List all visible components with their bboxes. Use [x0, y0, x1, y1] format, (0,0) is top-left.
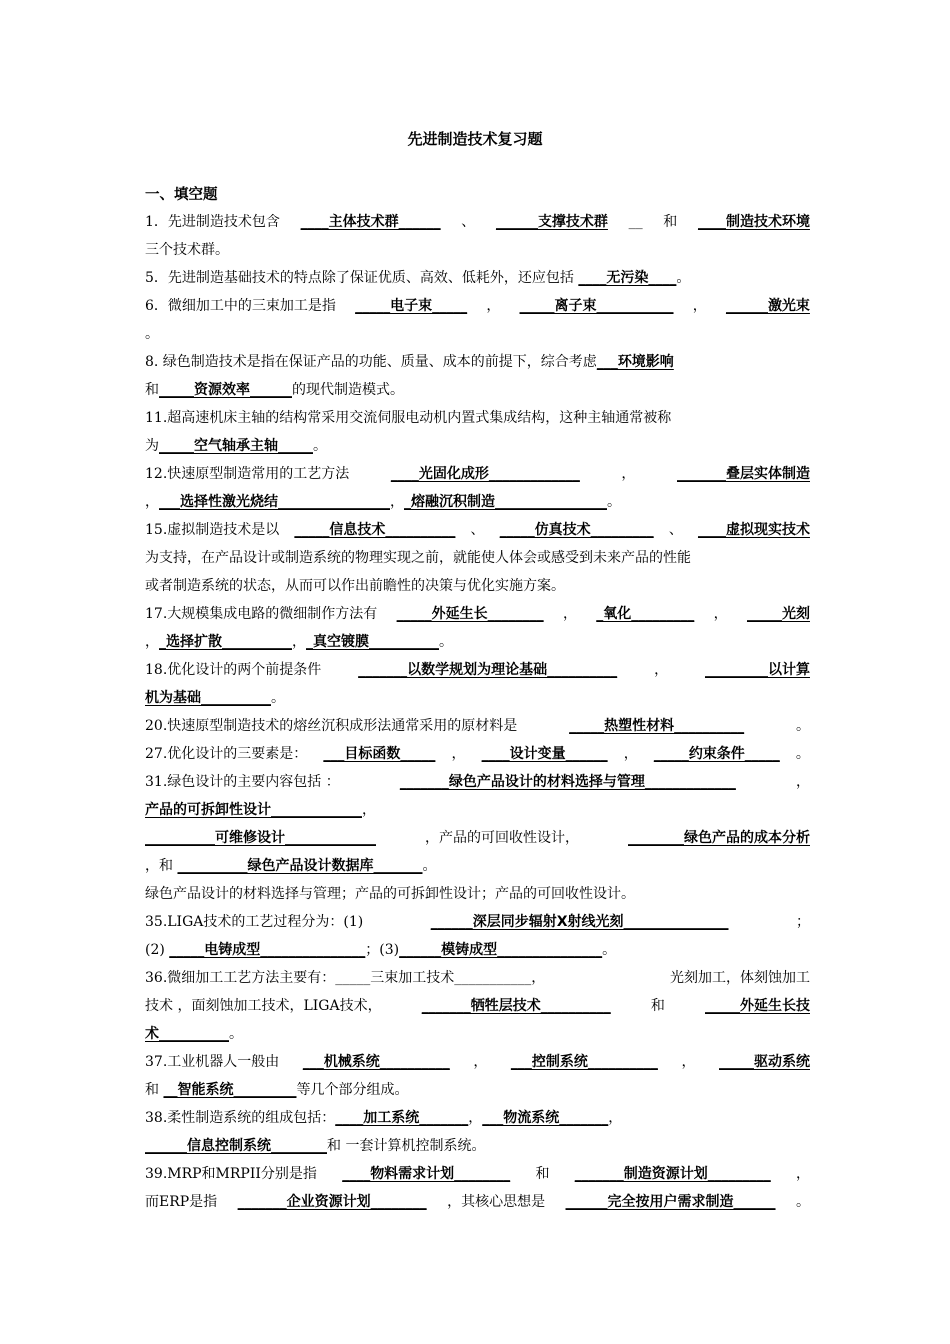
question-text: 为支持，在产品设计或制造系统的物理实现之前，就能使人体会或感受到未来产品的性能 — [145, 550, 691, 566]
answer-blank: _____电子束_____ — [355, 298, 468, 314]
answer-blank: 产品的可拆卸性设计_____________ — [145, 802, 362, 818]
answer-blank: 机为基础__________ — [145, 690, 271, 706]
question-text: 或者制造系统的状态，从而可以作出前瞻性的决策与优化实施方案。 — [145, 578, 565, 594]
text-line — [145, 684, 810, 712]
question-text: 31.绿色设计的主要内容包括 ： — [145, 774, 340, 790]
text-line — [145, 208, 810, 236]
answer-blank: _______企业资源计划________ — [237, 1194, 427, 1210]
question-text: ， — [795, 1166, 810, 1182]
text-line — [145, 292, 810, 320]
text-line — [145, 712, 810, 740]
answer-blank: _____仿真技术_________ — [499, 522, 654, 538]
question-text: __ — [628, 214, 643, 230]
text-line — [145, 908, 810, 936]
question-text: 20.快速原型制造技术的熔丝沉积成形法通常采用的原材料是 — [145, 718, 518, 734]
answer-blank: _____资源效率______ — [159, 382, 292, 398]
answer-blank: ____光固化成形_____________ — [390, 466, 580, 482]
answer-blank: ________绿色产品的成本分析 — [628, 830, 810, 846]
text-line — [145, 320, 810, 348]
question-text: ， — [796, 774, 810, 790]
question-text: 5．先进制造基础技术的特点除了保证优质、高效、低耗外，还应包括 — [145, 270, 579, 286]
question-text: ， — [145, 494, 159, 510]
answer-blank: ____主体技术群______ — [300, 214, 441, 230]
page-title: 先进制造技术复习题 — [407, 130, 543, 148]
question-text: 光刻加工，体刻蚀加工 — [665, 970, 810, 986]
question-text: 和 — [145, 1082, 164, 1098]
answer-blank: ____物料需求计划________ — [342, 1166, 511, 1182]
answer-blank: ______信息控制系统________ — [145, 1138, 327, 1154]
question-text: ， — [390, 494, 404, 510]
section-heading: 一、填空题 — [145, 187, 218, 203]
answer-blank: _____信息技术__________ — [294, 522, 456, 538]
answer-blank: ____制造技术环境 — [697, 214, 810, 230]
text-line — [145, 964, 810, 992]
answer-blank: _______绿色产品设计的材料选择与管理_____________ — [399, 774, 736, 790]
question-text: 。 — [439, 634, 453, 650]
question-text: ， — [451, 746, 466, 762]
question-text: 。 — [676, 270, 691, 286]
question-text: ， — [486, 298, 501, 314]
text-line — [145, 348, 810, 376]
question-text: ， — [713, 606, 728, 622]
answer-blank: _熔融沉积制造________________ — [404, 494, 607, 510]
text-line — [145, 740, 810, 768]
text-line — [145, 992, 810, 1020]
text-line — [145, 1188, 810, 1216]
text-line — [145, 488, 810, 516]
text-line — [145, 628, 810, 656]
question-text: 、 — [470, 522, 485, 538]
text-line — [145, 824, 810, 852]
text-line — [145, 236, 810, 264]
answer-blank: ___选择性激光烧结________________ — [159, 494, 390, 510]
question-text: ， — [621, 466, 636, 482]
text-line — [145, 1160, 810, 1188]
text-line — [145, 656, 810, 684]
question-text: 27.优化设计的三要素是： — [145, 746, 308, 762]
question-text: ， — [473, 1054, 488, 1070]
answer-blank: ____设计变量______ — [481, 746, 608, 762]
answer-blank: _____外延生长技 — [705, 998, 810, 1014]
answer-blank: _____离子束___________ — [519, 298, 674, 314]
answer-blank: _____驱动系统 — [719, 1054, 810, 1070]
answer-blank: __智能系统_________ — [163, 1082, 297, 1098]
question-text: 。 — [271, 690, 285, 706]
question-text: 和 — [535, 1166, 550, 1182]
question-text: 。 — [145, 326, 159, 342]
answer-blank: 术__________ — [145, 1026, 229, 1042]
answer-blank: _____约束条件_____ — [653, 746, 780, 762]
question-text: ；(3) — [365, 942, 400, 958]
answer-blank: _________以计算 — [704, 662, 810, 678]
text-line — [145, 516, 810, 544]
answer-blank: ____加工系统_______ — [335, 1110, 469, 1126]
answer-blank: _______叠层实体制造 — [677, 466, 810, 482]
question-list — [145, 208, 810, 1216]
answer-blank: _____外延生长________ — [396, 606, 544, 622]
question-text: 。 — [602, 942, 617, 958]
question-text: 1．先进制造技术包含 — [145, 214, 280, 230]
answer-blank: ___环境影响 — [596, 354, 674, 370]
question-text: 技术 ，面刻蚀加工技术，LIGA技术， — [145, 998, 382, 1014]
question-text: 11.超高速机床主轴的结构常采用交流伺服电动机内置式集成结构，这种主轴通常被称 — [145, 410, 672, 426]
text-line — [145, 880, 810, 908]
answer-blank: ___机械系统__________ — [302, 1054, 450, 1070]
question-text: (2) — [145, 942, 170, 958]
text-line — [145, 1132, 810, 1160]
answer-blank: _选择扩散__________ — [159, 634, 292, 650]
question-text: 、 — [668, 522, 683, 538]
answer-blank: ______激光束 — [725, 298, 810, 314]
question-text: 8. 绿色制造技术是指在保证产品的功能、质量、成本的前提下，综合考虑 — [145, 354, 597, 370]
question-text: 。 — [795, 718, 810, 734]
question-text: 。 — [313, 438, 327, 454]
question-text: ， — [692, 298, 707, 314]
answer-blank: ____虚拟现实技术 — [697, 522, 810, 538]
text-line — [145, 264, 810, 292]
text-line — [145, 1076, 810, 1104]
question-text: 36.微细加工工艺方法主要有：_____三束加工技术___________， — [145, 970, 546, 986]
answer-blank: _______以数学规划为理论基础__________ — [358, 662, 618, 678]
question-text: 三个技术群。 — [145, 242, 229, 258]
question-text: ； — [795, 914, 810, 930]
question-text: 17.大规模集成电路的微细制作方法有 — [145, 606, 378, 622]
answer-blank: _____电铸成型_______________ — [169, 942, 366, 958]
text-line — [145, 460, 810, 488]
question-text: 、 — [461, 214, 476, 230]
question-text: 35.LIGA技术的工艺过程分为：(1) — [145, 914, 364, 930]
text-line — [145, 376, 810, 404]
text-line — [145, 600, 810, 628]
answer-blank: _____热塑性材料__________ — [569, 718, 745, 734]
answer-blank: _真空镀膜__________ — [306, 634, 439, 650]
question-text: ， — [292, 634, 306, 650]
question-text: 绿色产品设计的材料选择与管理；产品的可拆卸性设计；产品的可回收性设计。 — [145, 886, 635, 902]
question-text: 。 — [607, 494, 621, 510]
text-line — [145, 1048, 810, 1076]
question-text: 而ERP是指 — [145, 1194, 218, 1210]
text-line — [145, 1020, 810, 1048]
question-text: ， — [608, 1110, 623, 1126]
text-line — [145, 404, 810, 432]
text-line — [145, 544, 810, 572]
question-text: ， — [681, 1054, 696, 1070]
question-text: 。 — [229, 1026, 243, 1042]
answer-blank: _____光刻 — [746, 606, 810, 622]
text-line — [145, 852, 810, 880]
question-text: 和 一套计算机控制系统。 — [327, 1138, 486, 1154]
question-text: 和 — [650, 998, 665, 1014]
answer-blank: __________可维修设计_____________ — [145, 830, 376, 846]
question-text: 12.快速原型制造常用的工艺方法 — [145, 466, 350, 482]
question-text: ，产品的可回收性设计， — [425, 830, 579, 846]
answer-blank: ______模铸成型_______________ — [399, 942, 603, 958]
text-line — [145, 432, 810, 460]
question-text: 和 — [663, 214, 678, 230]
text-line — [145, 936, 810, 964]
answer-blank: ______完全按用户需求制造______ — [565, 1194, 776, 1210]
answer-blank: _氧化_________ — [596, 606, 695, 622]
answer-blank: ______深层同步辐射X射线光刻_______________ — [430, 914, 729, 930]
question-text: 18.优化设计的两个前提条件 — [145, 662, 322, 678]
question-text: ， — [362, 802, 376, 818]
question-text: 15.虚拟制造技术是以 — [145, 522, 280, 538]
answer-blank: ______支撑技术群 — [495, 214, 608, 230]
question-text: 39.MRP和MRPII分别是指 — [145, 1166, 317, 1182]
question-text: 和 — [145, 382, 159, 398]
question-text: 。 — [796, 1194, 810, 1210]
text-line — [145, 796, 810, 824]
question-text: ， — [145, 634, 159, 650]
answer-blank: ____无污染____ — [578, 270, 677, 286]
answer-blank: _______制造资源计划_________ — [574, 1166, 771, 1182]
answer-blank: __________绿色产品设计数据库_______ — [177, 858, 423, 874]
question-text: 37.工业机器人一般由 — [145, 1054, 280, 1070]
question-text: 等几个部分组成。 — [296, 1082, 409, 1098]
answer-blank: ___控制系统__________ — [510, 1054, 658, 1070]
answer-blank: _____空气轴承主轴_____ — [159, 438, 313, 454]
question-text: ， — [654, 662, 669, 678]
question-text: ， — [468, 1110, 483, 1126]
question-text: 。 — [422, 858, 437, 874]
answer-blank: ___物流系统_______ — [482, 1110, 609, 1126]
question-text: 6．微细加工中的三束加工是指 — [145, 298, 336, 314]
text-line — [145, 768, 810, 796]
text-line — [145, 1104, 810, 1132]
question-text: ，和 — [145, 858, 178, 874]
question-text: 为 — [145, 438, 159, 454]
text-line — [145, 572, 810, 600]
answer-blank: ___目标函数_____ — [323, 746, 436, 762]
question-text: 的现代制造模式。 — [292, 382, 404, 398]
question-text: 38.柔性制造系统的组成包括： — [145, 1110, 336, 1126]
question-text: ，其核心思想是 — [447, 1194, 546, 1210]
question-text: 。 — [795, 746, 810, 762]
question-text: ， — [623, 746, 638, 762]
answer-blank: _______牺牲层技术__________ — [421, 998, 611, 1014]
question-text: ， — [562, 606, 577, 622]
